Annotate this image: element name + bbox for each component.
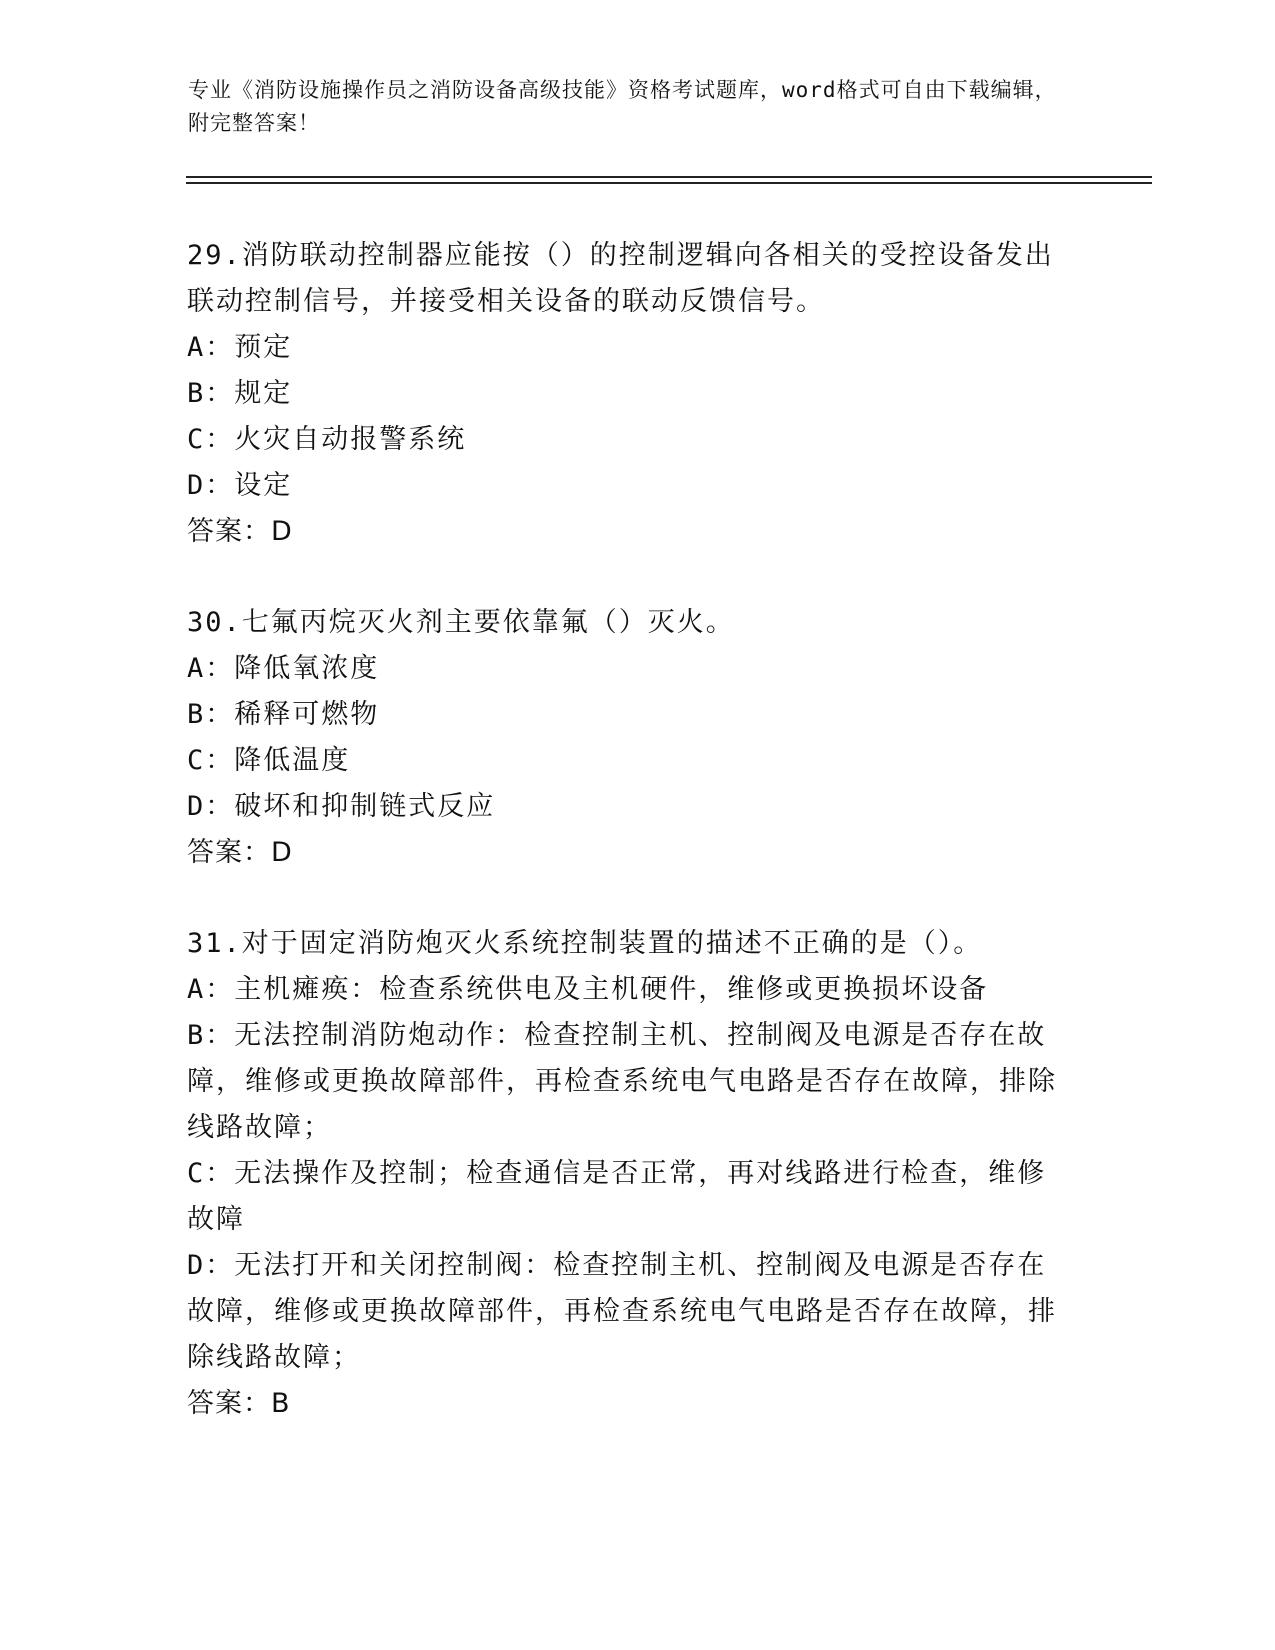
question-stem: 29.消防联动控制器应能按（）的控制逻辑向各相关的受控设备发出联动控制信号，并接受相关设备的联动反馈信号。 [187,240,1054,317]
option-a: A：降低氧浓度 [187,653,380,684]
question-stem: 31.对于固定消防炮灭火系统控制装置的描述不正确的是（）。 [187,928,983,959]
option-d: D：设定 [187,470,293,501]
option-a: A：主机瘫痪：检查系统供电及主机硬件，维修或更换损坏设备 [187,974,989,1005]
option-d: D：破坏和抑制链式反应 [187,791,496,822]
answer: 答案：D [187,516,293,547]
question-list [187,233,1067,1427]
question-30 [187,600,1067,876]
header-text: 专业《消防设施操作员之消防设备高级技能》资格考试题库，word格式可自由下载编辑，附完整答案！ [188,78,1057,135]
answer: 答案：D [187,837,293,868]
option-b: B：规定 [187,378,293,409]
question-29 [187,233,1067,555]
header-divider-bottom [186,182,1152,184]
option-d: D：无法打开和关闭控制阀：检查控制主机、控制阀及电源是否存在故障，维修或更换故障部件，再检查系统电气电路是否存在故障，排除线路故障； [187,1250,1057,1373]
option-b: B：稀释可燃物 [187,699,380,730]
option-c: C：无法操作及控制；检查通信是否正常，再对线路进行检查，维修故障 [187,1158,1047,1235]
header-divider-top [186,176,1152,178]
option-a: A：预定 [187,332,293,363]
question-31 [187,921,1067,1427]
option-c: C：火灾自动报警系统 [187,424,467,455]
option-c: C：降低温度 [187,745,351,776]
question-stem: 30.七氟丙烷灭火剂主要依靠氟（）灭火。 [187,607,735,638]
answer: 答案：B [187,1388,291,1419]
option-b: B：无法控制消防炮动作：检查控制主机、控制阀及电源是否存在故障，维修或更换故障部件，再检查系统电气电路是否存在故障，排除线路故障； [187,1020,1057,1143]
document-header [188,74,1068,140]
